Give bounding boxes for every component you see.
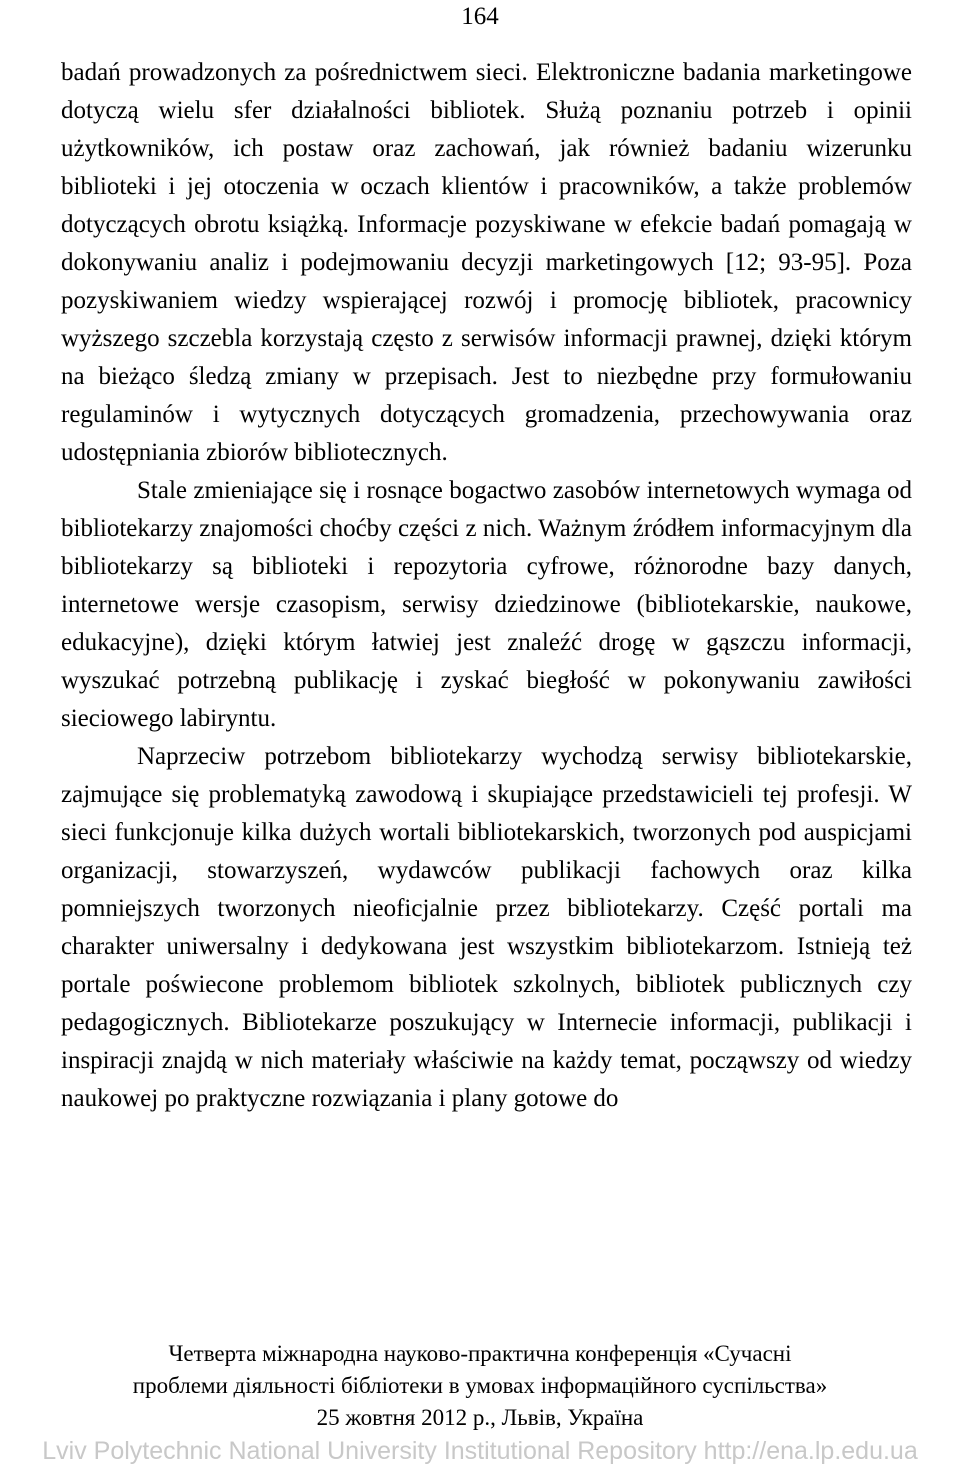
paragraph-3: Naprzeciw potrzebom bibliotekarzy wychodzą serwisy bibliotekarskie, zajmujące się problematyką zawodową i skupiające przedstawicieli tej profesji. W sieci funkcjonuje kilka dużych wortali bibliotekarskich, tworzonych pod auspicjami organizacji, stowarzyszeń, wydawców publikacji fachowych oraz kilka pomniejszych tworzonych nieoficjalnie przez bibliotekarzy. Część portali ma charakter uniwersalny i dedykowana jest wszystkim bibliotekarzom. Istnieją też portale poświecone problemom bibliotek szkolnych, bibliotek publicznych czy pedagogicznych. Bibliotekarze poszukujący w Internecie informacji, publikacji i inspiracji znajdą w nich materiały właściwie na każdy temat, począwszy od wiedzy naukowej po praktyczne rozwiązania i plany gotowe do bbox=[61, 743, 912, 1112]
page-number: 164 bbox=[461, 3, 499, 30]
footer-line-1: Четверта міжнародна науково-практична конференція «Сучасні bbox=[168, 1341, 792, 1366]
conference-footer bbox=[0, 1338, 960, 1434]
paragraph-1: badań prowadzonych za pośrednictwem sieci. Elektroniczne badania marketingowe dotyczą wielu sfer działalności bibliotek. Służą poznaniu potrzeb i opinii użytkowników, ich postaw oraz zachowań, jak również badaniu wizerunku biblioteki i jej otoczenia w oczach klientów i pracowników, a także problemów dotyczących obrotu książką. Informacje pozyskiwane w efekcie badań pomagają w dokonywaniu analiz i podejmowaniu decyzji marketingowych [12; 93-95]. Poza pozyskiwaniem wiedzy wspierającej rozwój i promocję bibliotek, pracownicy wyższego szczebla korzystają często z serwisów informacji prawnej, dzięki którym na bieżąco śledzą zmiany w przepisach. Jest to niezbędne przy formułowaniu regulaminów i wytycznych dotyczących gromadzenia, przechowywania oraz udostępniania zbiorów bibliotecznych. bbox=[61, 59, 912, 466]
footer-line-3: 25 жовтня 2012 р., Львів, Україна bbox=[316, 1405, 644, 1430]
repository-watermark: Lviv Polytechnic National University Institutional Repository http://ena.lp.edu.ua bbox=[42, 1437, 918, 1465]
footer-line-2: проблеми діяльності бібліотеки в умовах інформаційного суспільства» bbox=[132, 1373, 828, 1398]
paragraph-2: Stale zmieniające się i rosnące bogactwo zasobów internetowych wymaga od bibliotekarzy znajomości choćby części z nich. Ważnym źródłem informacyjnym dla bibliotekarzy są biblioteki i repozytoria cyfrowe, różnorodne bazy danych, internetowe wersje czasopism, serwisy dziedzinowe (bibliotekarskie, naukowe, edukacyjne), dzięki którym łatwiej jest znaleźć drogę w gąszczu informacji, wyszukać potrzebną publikację i zyskać biegłość w pokonywaniu zawiłości sieciowego labiryntu. bbox=[61, 477, 912, 732]
body-text bbox=[61, 54, 912, 1118]
